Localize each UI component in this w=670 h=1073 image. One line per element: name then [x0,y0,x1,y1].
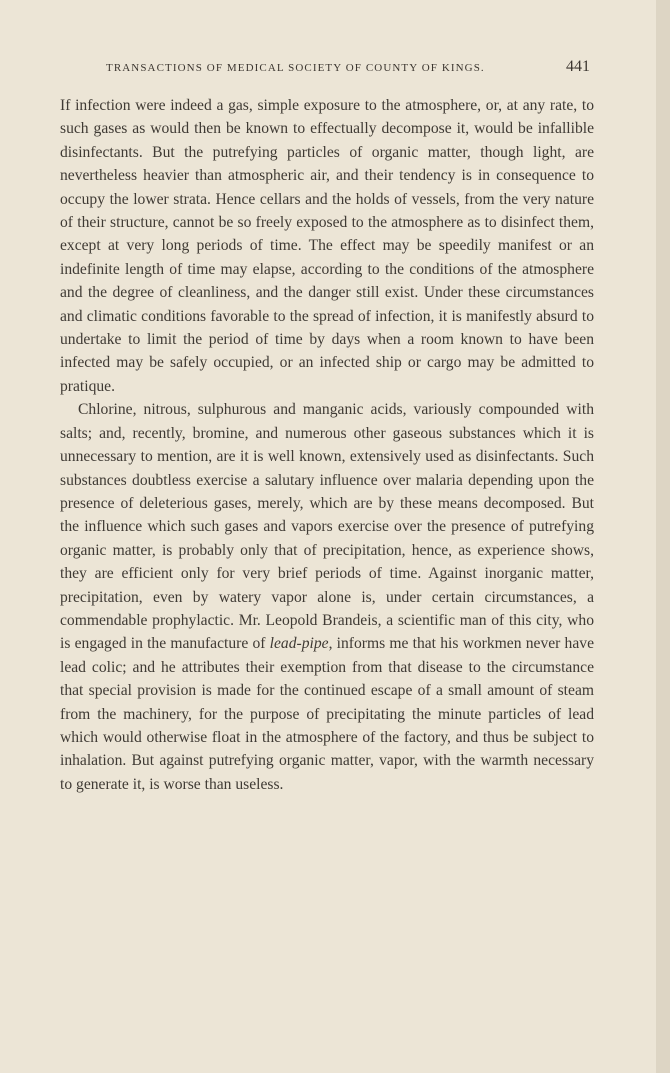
paragraph-2-text-end: , informs me that his workmen never have lead colic; and he attributes their exemption from that disease to the circumstance that special provision is made for the continued escape of a small amount of steam from the machinery, for the purpose of precipitating the minute particles of lead which would otherwise float in the atmosphere of the factory, and thus be subject to inhalation. But against putrefying organic matter, vapor, with the warmth necessary to generate it, is worse than useless. [60,635,594,793]
running-title: TRANSACTIONS OF MEDICAL SOCIETY OF COUNTY OF KINGS. [106,62,485,74]
paragraph-2-text-start: Chlorine, nitrous, sulphurous and manganic acids, variously compounded with salts; and, recently, bromine, and numerous other gaseous substances which it is unnecessary to mention, are it is well known, extensively used as disinfectants. Such substances doubtless exercise a salutary influence over malaria depending upon the presence of deleterious gases, merely, which are by these means decomposed. But the influence which such gases and vapors exercise over the presence of putrefying organic matter, is probably only that of precipitation, hence, as experience shows, they are efficient only for very brief periods of time. Against inorganic matter, precipitation, even by watery vapor alone is, under certain circumstances, a commendable prophylactic. Mr. Leopold Brandeis, a scientific man of this city, who is engaged in the manufacture of [60,401,594,653]
paragraph-2-italic-term: lead-pipe [269,635,329,653]
paragraph-1: If infection were indeed a gas, simple exposure to the atmosphere, or, at any rate, to such gases as would then be known to effectually decompose it, would be infallible disinfectants. But the putrefying particles of organic matter, though light, are nevertheless heavier than atmospheric air, and their tendency is in consequence to occupy the lower strata. Hence cellars and the holds of vessels, from the very nature of their structure, cannot be so freely exposed to the atmosphere as to disinfect them, except at very long periods of time. The effect may be speedily manifest or an indefinite length of time may elapse, according to the conditions of the atmosphere and the degree of cleanliness, and the danger still exist. Under these circumstances and climatic conditions favorable to the spread of infection, it is manifestly absurd to undertake to limit the period of time by days when a room known to have been infected may be safely occupied, or an infected ship or cargo may be admitted to pratique. [60,97,594,395]
page-edge-shadow [656,0,670,1073]
running-header [0,58,670,82]
paragraph-2 [60,398,594,796]
page-number: 441 [566,58,590,75]
body-text [60,94,594,796]
